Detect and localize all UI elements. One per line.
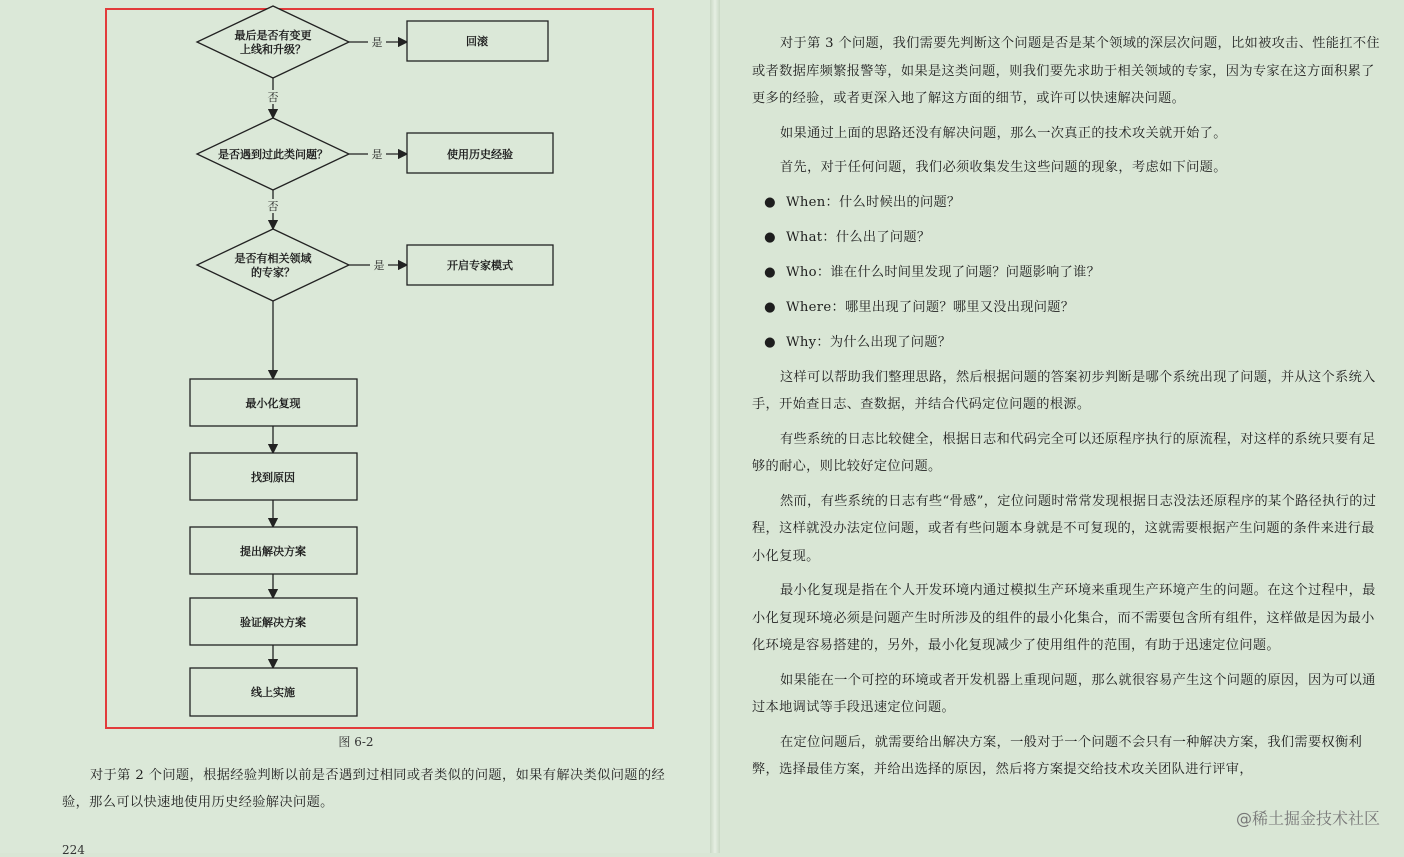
list-item (764, 189, 1380, 217)
action-1-label: 回滚 (466, 35, 488, 48)
decision-1-line1: 最后是否有变更 (234, 29, 312, 42)
flowchart (0, 0, 712, 730)
bullet-icon: ● (764, 264, 776, 280)
step-2-label: 找到原因 (251, 471, 295, 484)
watermark: @稀土掘金技术社区 (1235, 809, 1380, 828)
bullet-icon: ● (764, 194, 776, 210)
question-list (752, 189, 1380, 357)
paragraph-8: 如果能在一个可控的环境或者开发机器上重现问题，那么就很容易产生这个问题的原因，因为可以通过本地调试等手段迅速定位问题。 (752, 672, 1376, 715)
list-item-text: Who：谁在什么时间里发现了问题？问题影响了谁？ (786, 264, 1101, 280)
paragraph-2: 如果通过上面的思路还没有解决问题，那么一次真正的技术攻关就开始了。 (780, 125, 1227, 141)
decision-3-line2: 的专家？ (251, 266, 295, 279)
decision-1-yes-label: 是 (371, 36, 383, 49)
paragraph-6: 然而，有些系统的日志有些“骨感”，定位问题时常常发现根据日志没法还原程序的某个路径执行的过程，这样就没办法定位问题，或者有些问题本身就是不可复现的，这就需要根据产生问题的条件来进行最小化复现。 (752, 493, 1377, 564)
step-4-label: 验证解决方案 (240, 616, 306, 629)
decision-1-line2: 上线和升级？ (240, 43, 306, 56)
list-item-text: When：什么时候出的问题？ (786, 194, 961, 210)
paragraph-7: 最小化复现是指在个人开发环境内通过模拟生产环境来重现生产环境产生的问题。在这个过程中，最小化复现环境必须是问题产生时所涉及的组件的最小化集合，而不需要包含所有组件，这样做是因为最小化环境是容易搭建的，另外，最小化复现减少了使用组件的范围，有助于迅速定位问题。 (752, 583, 1376, 653)
list-item-text: Where：哪里出现了问题？哪里又没出现问题？ (786, 299, 1075, 315)
paragraph-1: 对于第 3 个问题，我们需要先判断这个问题是否是某个领域的深层次问题，比如被攻击、性能扛不住或者数据库频繁报警等，如果是这类问题，则我们要先求助于相关领域的专家，因为专家在这方面积累了更多的经验，或者更深入地了解这方面的细节，或许可以快速解决问题。 (752, 36, 1380, 106)
list-item (764, 329, 1380, 357)
action-3-label: 开启专家模式 (447, 259, 513, 272)
decision-1-no-label: 否 (267, 91, 279, 104)
paragraph-4: 这样可以帮助我们整理思路，然后根据问题的答案初步判断是哪个系统出现了问题，并从这个系统入手，开始查日志、查数据，并结合代码定位问题的根源。 (752, 369, 1376, 412)
list-item-text: Why：为什么出现了问题？ (786, 334, 952, 350)
paragraph-5: 有些系统的日志比较健全，根据日志和代码完全可以还原程序执行的原流程，对这样的系统只要有足够的耐心，则比较好定位问题。 (752, 431, 1376, 474)
bullet-icon: ● (764, 299, 776, 315)
decision-3-yes-label: 是 (373, 259, 385, 272)
figure-caption: 图 6-2 (338, 735, 374, 749)
book-gutter (710, 0, 720, 853)
list-item (764, 294, 1380, 322)
right-page-text (752, 30, 1380, 791)
page-number: 224 (62, 843, 85, 857)
bullet-icon: ● (764, 229, 776, 245)
decision-2-line1: 是否遇到过此类问题？ (218, 148, 328, 161)
list-item (764, 224, 1380, 252)
decision-2-yes-label: 是 (371, 148, 383, 161)
paragraph-9: 在定位问题后，就需要给出解决方案，一般对于一个问题不会只有一种解决方案，我们需要权衡利弊，选择最佳方案，并给出选择的原因，然后将方案提交给技术攻关团队进行评审， (752, 734, 1363, 777)
list-item (764, 259, 1380, 287)
decision-3-shape (197, 229, 349, 301)
step-1-label: 最小化复现 (245, 397, 301, 410)
action-2-label: 使用历史经验 (447, 148, 513, 161)
left-paragraph: 对于第 2 个问题，根据经验判断以前是否遇到过相同或者类似的问题，如果有解决类似问题的经验，那么可以快速地使用历史经验解决问题。 (62, 768, 666, 810)
decision-2-no-label: 否 (267, 200, 279, 213)
list-item-text: What：什么出了问题？ (786, 229, 931, 245)
decision-1-shape (197, 6, 349, 78)
step-5-label: 线上实施 (251, 686, 295, 699)
paragraph-3: 首先，对于任何问题，我们必须收集发生这些问题的现象，考虑如下问题。 (780, 160, 1227, 175)
bullet-icon: ● (764, 334, 776, 350)
decision-3-line1: 是否有相关领域 (234, 252, 312, 265)
step-3-label: 提出解决方案 (240, 545, 306, 558)
